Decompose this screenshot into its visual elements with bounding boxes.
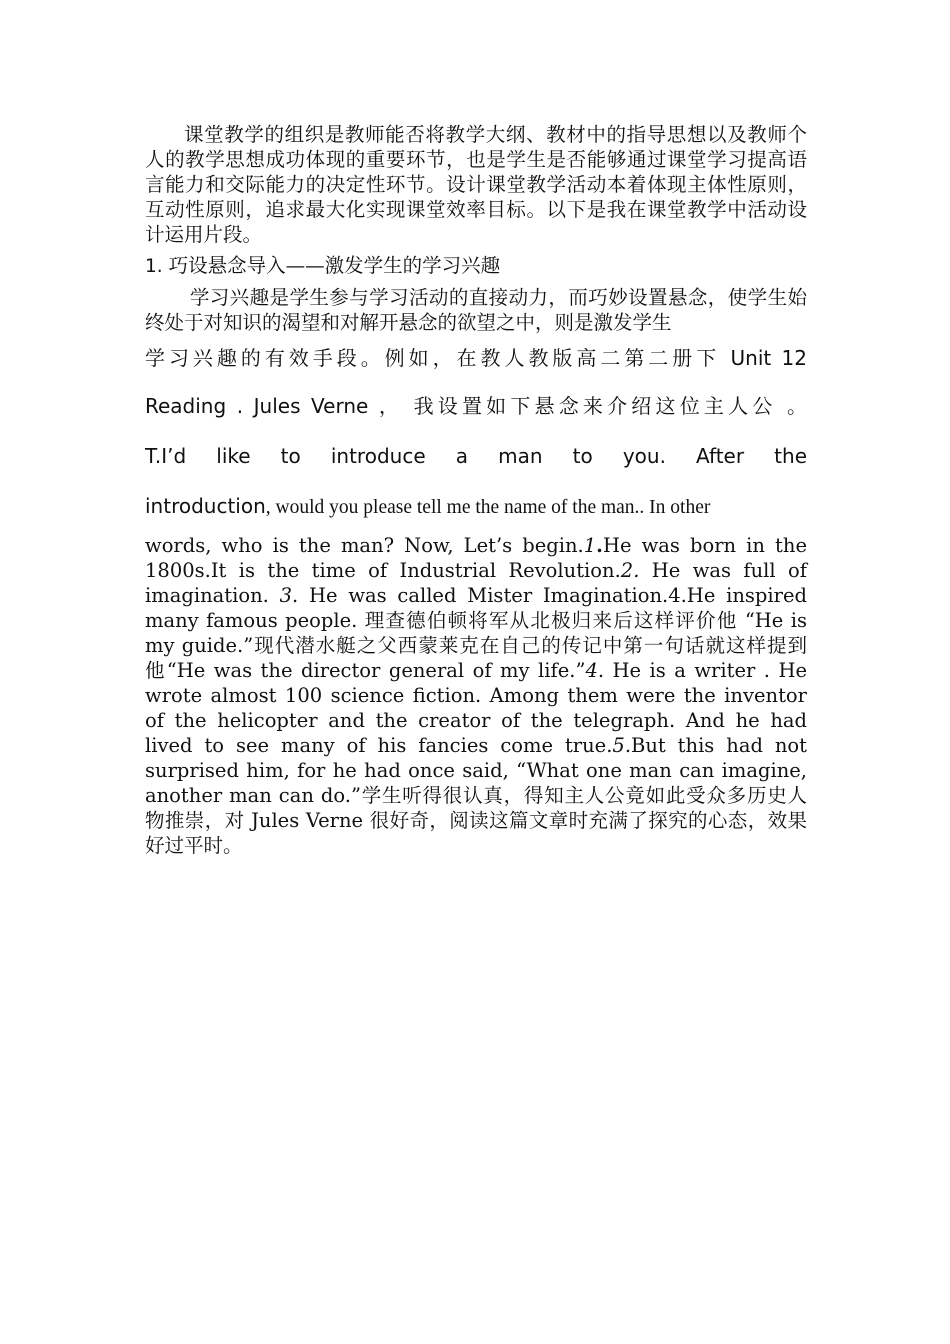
story-num-3: 3: [279, 584, 293, 607]
story-num-1-dot: .: [596, 534, 603, 557]
story-num-4: 4.: [585, 659, 605, 682]
section-heading: [145, 253, 807, 279]
intro-paragraph: 课堂教学的组织是教师能否将教学大纲、教材中的指导思想以及教师个人的教学思想成功体现的重要环节，也是学生是否能够通过课堂学习提高语言能力和交际能力的决定性环节。设计课堂教学活动本着体现主体性原则，互动性原则，追求最大化实现课堂效率目标。以下是我在课堂教学中活动设计运用片段。: [145, 123, 807, 246]
story-num-2: 2.: [620, 559, 640, 582]
story-text-1: words, who is the man? Now, Let’s begin.: [145, 534, 584, 557]
story-text-2: He was born in the 1800s.It is the time of Industrial Revolution.: [145, 534, 807, 582]
story-text-5: He is a writer . He wrote almost 100 science fiction. Among them were the inventor of the helicopter and the creator of the telegraph. And he had lived to see many of his fancies come true.: [145, 659, 807, 757]
example-paragraph-line2: 学习兴趣的有效手段。例如，在教人教版高二第二册下 Unit 12: [145, 346, 807, 370]
introduction-word: introduction: [145, 494, 266, 518]
line5-rest: , would you please tell me the name of the man.. In other: [265, 497, 711, 518]
example-paragraph-line1: 学习兴趣是学生参与学习活动的直接动力，而巧妙设置悬念，使学生始终处于对知识的渴望和对解开悬念的欲望之中，则是激发学生: [145, 286, 807, 334]
story-num-5: 5.: [612, 734, 632, 757]
example-paragraph-line3: Reading . Jules Verne ， 我设置如下悬念来介绍这位主人公 。: [145, 394, 807, 418]
document-body: [145, 122, 807, 858]
story-text-6: But this had not surprised him, for he had once said, “What one man can imagine, another man can do.”学生听得很认真，得知主人公竟如此受众多历史人物推崇，对 Jules Verne 很好奇，阅读这篇文章时充满了探究的心态，效果好过平时。: [145, 734, 808, 857]
story-text-4: . He was called Mister Imagination.4.He inspired many famous people. 理查德伯顿将军从北极归来后这样评价他 “He is my guide.”现代潜水艇之父西蒙莱克在自己的传记中第一句话就这样提到他“He was the director general of my life.”: [145, 584, 807, 682]
story-paragraph: [145, 533, 807, 858]
example-paragraph-line5: [145, 481, 807, 533]
example-paragraph-line4: T.I’d like to introduce a man to you. After the: [145, 444, 807, 468]
section-title: 巧设悬念导入——激发学生的学习兴趣: [168, 254, 501, 277]
story-text-3: He was full of imagination.: [145, 559, 807, 607]
story-num-1: 1: [583, 534, 597, 557]
section-number: 1.: [145, 256, 163, 277]
